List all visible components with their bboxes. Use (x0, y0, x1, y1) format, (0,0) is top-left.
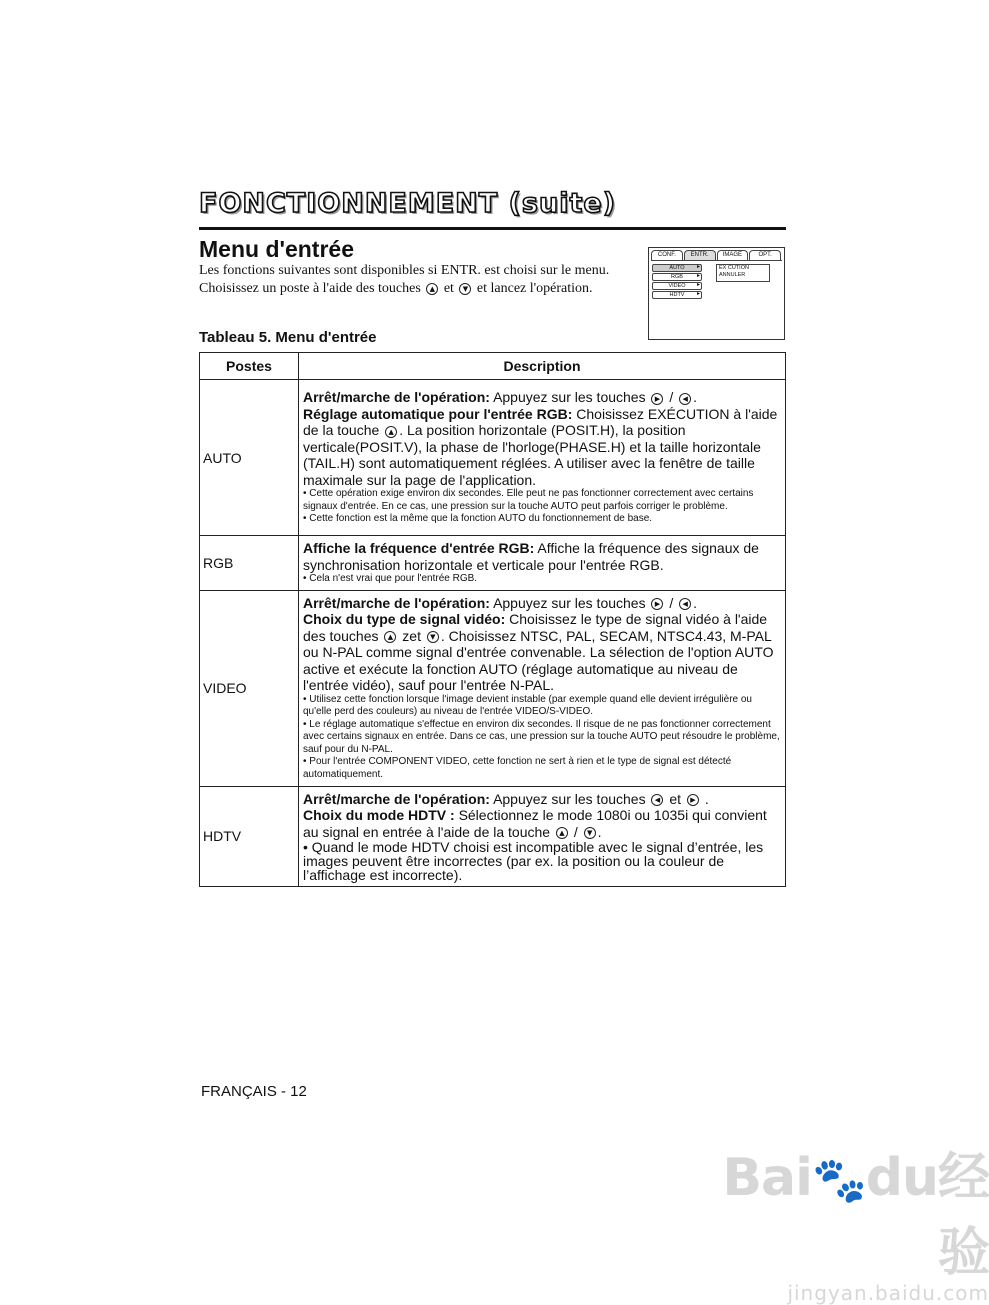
osd-item-list (652, 264, 702, 300)
osd-item-auto: AUTO ▸ (652, 264, 702, 272)
description-cell (299, 536, 786, 591)
osd-tabs (651, 250, 782, 260)
description-cell (299, 786, 786, 887)
item-cell: RGB (200, 536, 299, 591)
input-menu-table (199, 352, 786, 887)
page-number: FRANÇAIS - 12 (201, 1083, 307, 1100)
osd-divider (651, 260, 782, 261)
section-title: Menu d'entrée (199, 236, 354, 262)
osd-item-rgb: RGB ▸ (652, 273, 702, 281)
desc-line: Choix du mode HDTV : Sélectionnez le mode 1080i ou 1035i qui convient au signal en entrée à l'aide de la touche ▲ / ▼ . (303, 807, 767, 840)
desc-line: Arrêt/marche de l'opération: Appuyez sur les touches ▶ / ◀ . (303, 594, 698, 611)
note: • Cela n'est vrai que pour l'entrée RGB. (303, 573, 478, 584)
right-button-icon: ▶ (687, 794, 699, 806)
note: • Cette opération exige environ dix secondes. Elle peut ne pas fonctionner correctement avec certains signaux d'entrée. En ce cas, une pression sur la touche AUTO peut parfois corriger le problème. (303, 488, 754, 512)
right-button-icon: ▶ (651, 393, 663, 405)
osd-submenu-cancel: ANNULER (719, 272, 746, 278)
down-button-icon: ▼ (584, 827, 596, 839)
watermark-logo: Bai🐾du经验 (722, 1148, 989, 1283)
item-cell: VIDEO (200, 590, 299, 786)
desc-line: Réglage automatique pour l'entrée RGB: Choisissez EXÉCUTION à l'aide de la touche ▲ . La position horizontale (POSIT.H), la position verticale(POSIT.V), la phase de l'horloge(PHASE.H) et la taille horizontale (TAIL.H) sont automatiquement réglées. A utiliser avec la fenêtre de taille maximale sur la page de l'application. (303, 405, 778, 488)
intro-text (199, 262, 639, 298)
intro-line-1: Les fonctions suivantes sont disponibles si ENTR. est choisi sur le menu. (199, 263, 610, 278)
right-button-icon: ▶ (651, 598, 663, 610)
item-cell: HDTV (200, 786, 299, 887)
table-row-auto (200, 380, 786, 536)
desc-line: Choix du type de signal vidéo: Choisissez le type de signal vidéo à l'aide des touches ▲ zet ▼ . Choisissez NTSC, PAL, SECAM, NTSC4.43, M-PAL ou N-PAL comme signal d'entrée convenable. La sélection de l'option AUTO active et exécute la fonction AUTO (réglage automatique au niveau de l'entrée vidéo), sauf pour l'entrée N-PAL. (303, 611, 774, 694)
up-button-icon: ▲ (384, 631, 396, 643)
intro-line-2: Choisissez un poste à l'aide des touches ▲ et ▼ et lancez l'opération. (199, 281, 593, 296)
watermark-url: jingyan.baidu.com (787, 1281, 989, 1305)
note: • Pour l'entrée COMPONENT VIDEO, cette fonction ne sert à rien et le type de signal est détecté automatiquement. (303, 756, 732, 780)
table-row-video (200, 590, 786, 786)
desc-line: Affiche la fréquence d'entrée RGB: Affiche la fréquence des signaux de synchronisation horizontale et verticale pour l'entrée RGB. (303, 540, 759, 573)
desc-line: Arrêt/marche de l'opération: Appuyez sur les touches ▶ / ◀ . (303, 389, 698, 406)
table-header-row (200, 353, 786, 380)
osd-submenu-execute: EX CUTION (719, 265, 749, 271)
osd-tab-conf: CONF. (651, 250, 683, 260)
note: • Utilisez cette fonction lorsque l'image devient instable (par exemple quand elle devient irrégulière ou qu'elle perd des couleurs) au niveau de l'entrée VIDEO/S-VIDEO. (303, 693, 752, 718)
down-button-icon: ▼ (427, 631, 439, 643)
title-rule (199, 227, 786, 230)
up-button-icon: ▲ (556, 827, 568, 839)
osd-item-video: VIDEO ▸ (652, 282, 702, 290)
table-caption: Tableau 5. Menu d'entrée (199, 329, 377, 346)
left-button-icon: ◀ (679, 393, 691, 405)
note: • Le réglage automatique s'effectue en environ dix secondes. Il risque de ne pas fonctionner correctement avec certains signaux en entrée. Dans ce cas, une pression sur la touche AUTO peut résoudre le problème, sauf pour du N-PAL. (303, 718, 780, 755)
desc-line: Arrêt/marche de l'opération: Appuyez sur les touches ◀ et ▶ . (303, 790, 709, 807)
table-row-rgb (200, 536, 786, 591)
osd-item-hdtv: HDTV ▸ (652, 291, 702, 299)
osd-tab-opt: OPT. (749, 250, 781, 260)
item-cell: AUTO (200, 380, 299, 536)
note: • Cette fonction est la même que la fonction AUTO du fonctionnement de base. (303, 513, 653, 525)
osd-tab-image: IMAGE (717, 250, 749, 260)
column-header-description: Description (299, 353, 786, 380)
paw-icon: 🐾 (811, 1155, 866, 1206)
osd-tab-entr: ENTR. (684, 250, 716, 260)
left-button-icon: ◀ (679, 598, 691, 610)
description-cell (299, 380, 786, 536)
up-button-icon: ▲ (385, 426, 397, 438)
column-header-items: Postes (200, 353, 299, 380)
table-row-hdtv (200, 786, 786, 887)
note: • Quand le mode HDTV choisi est incompatible avec le signal d’entrée, les images peuvent être incorrectes (par ex. la position ou la couleur de l’affichage est incorrecte). (303, 839, 764, 883)
left-button-icon: ◀ (651, 794, 663, 806)
osd-menu-diagram (648, 247, 785, 340)
page-title: FONCTIONNEMENT (suite) (199, 188, 617, 219)
up-button-icon: ▲ (426, 283, 438, 295)
down-button-icon: ▼ (459, 283, 471, 295)
description-cell (299, 590, 786, 786)
osd-submenu (716, 264, 770, 282)
